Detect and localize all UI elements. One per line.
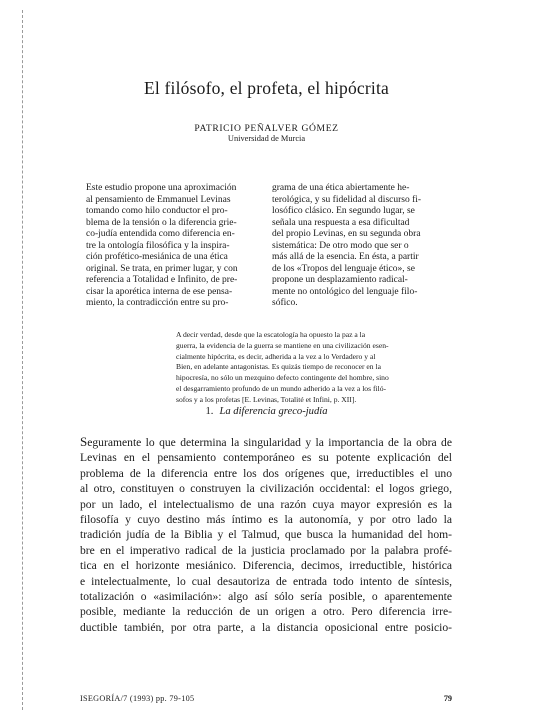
body-text	[80, 434, 452, 635]
body-line: tradición judía de la Biblia y el Talmud, que busca la humanidad del hom-	[80, 528, 452, 542]
body-line: filosofía y cuyo destino más íntimo es la autonomía, y por otro lado la	[80, 513, 452, 527]
body-line: ductible también, por otra parte, a la distancia oposicional entre posicio-	[80, 620, 452, 634]
body-line: tica en el horizonte mesiánico. Diferencia, decimos, irreductible, histórica	[80, 559, 452, 573]
abstract-line: Este estudio propone una aproximación	[86, 183, 237, 193]
body-line: Levinas en el pensamiento contemporáneo es su potente explicación del	[80, 451, 452, 465]
epigraph-line: Bien, en adelante antagonistas. Es quizás tiempo de reconocer en la	[176, 362, 381, 372]
author-name: PATRICIO PEÑALVER GÓMEZ	[194, 123, 339, 134]
epigraph-line: el desgarramiento profundo de un mundo adherido a la vez a los filó-	[176, 383, 387, 393]
abstract-right-column	[272, 183, 448, 310]
epigraph-quote	[176, 330, 452, 406]
section-heading	[0, 406, 533, 417]
abstract-line: original. Se trata, en primer lugar, y con	[86, 263, 238, 274]
body-line: por un lado, el intelectualismo de una razón cuya mayor expresión es la	[80, 497, 452, 511]
body-line: Seguramente lo que determina la singularidad y la importancia de la obra de	[80, 434, 452, 449]
epigraph-line: hipocresía, no sólo un mezquino defecto contingente del hombre, sino	[176, 373, 389, 383]
scan-margin-line	[22, 10, 24, 710]
abstract-line: de los «Tropos del lenguaje ético», se	[272, 263, 415, 274]
body-line: totalización o «asimilación»: algo así sólo sería posible, o aparentemente	[80, 590, 452, 604]
body-line: problema de la diferencia entre los dos orígenes que, irreductibles el uno	[80, 466, 452, 480]
body-line: bre en el imperativo radical de la justicia proclamado por la palabra profé-	[80, 543, 452, 557]
abstract-line: ción profético-mesiánica de una ética	[86, 252, 228, 262]
abstract-line: del propio Levinas, en su segunda obra	[272, 229, 421, 239]
section-title: La diferencia greco-judía	[219, 406, 328, 417]
epigraph-line: A decir verdad, desde que la escatología ha opuesto la paz a la	[176, 330, 366, 339]
author-affiliation: Universidad de Murcia	[227, 134, 306, 143]
abstract-line: señala una respuesta a esa dificultad	[272, 217, 410, 228]
body-line: e intelectualmente, lo cual desautoriza de entrada todo intento de síntesis,	[80, 574, 452, 588]
epigraph-line: guerra, la evidencia de la guerra se mantiene en una civilización esen-	[176, 340, 389, 350]
body-line: al otro, constituyen o construyen la civilización occidental: el logos griego,	[80, 482, 452, 496]
abstract-line: sistemática: De otro modo que ser o	[272, 240, 409, 251]
abstract-line: propone un desplazamiento radical-	[272, 275, 408, 285]
page-number: 79	[443, 694, 452, 703]
abstract-line: losófico clásico. En segundo lugar, se	[272, 206, 415, 216]
abstract-line: tomando como hilo conductor el pro-	[86, 206, 228, 216]
abstract-line: referencia a Totalidad e Infinito, de pre-	[86, 275, 238, 285]
abstract-line: mente no ontológico del lenguaje filo-	[272, 286, 418, 297]
abstract-line: blema de la tensión o la diferencia grie-	[86, 217, 237, 228]
journal-citation: ISEGORÍA/7 (1993) pp. 79-105	[80, 694, 195, 703]
abstract-line: co-judía entendida como diferencia en-	[86, 229, 235, 239]
abstract-line: terológica, y su fidelidad al discurso fi-	[272, 194, 422, 205]
abstract-left-column	[86, 183, 262, 310]
body-line: posible, mediante la reducción de un origen a otro. Pero diferencia irre-	[80, 605, 452, 619]
section-number: 1.	[205, 406, 214, 417]
abstract-line: miento, la contradicción entre su pro-	[86, 298, 229, 308]
abstract-line: grama de una ética abiertamente he-	[272, 183, 410, 193]
abstract-line: sófico.	[272, 298, 298, 308]
epigraph-line: cialmente hipócrita, es decir, adherida a la vez a lo Verdadero y al	[176, 351, 376, 361]
abstract-line: tre la ontología filosófica y la inspira-	[86, 240, 230, 251]
abstract-line: más allá de la esencia. En ésta, a partir	[272, 252, 419, 262]
epigraph-line: sofos y a los profetas [E. Levinas, Totalité et Infini, p. XII].	[176, 394, 357, 404]
abstract-line: cisar la aporética interna de ese pensa-	[86, 286, 233, 297]
abstract-line: al pensamiento de Emmanuel Levinas	[86, 194, 231, 205]
article-title: El filósofo, el profeta, el hipócrita	[143, 78, 390, 98]
